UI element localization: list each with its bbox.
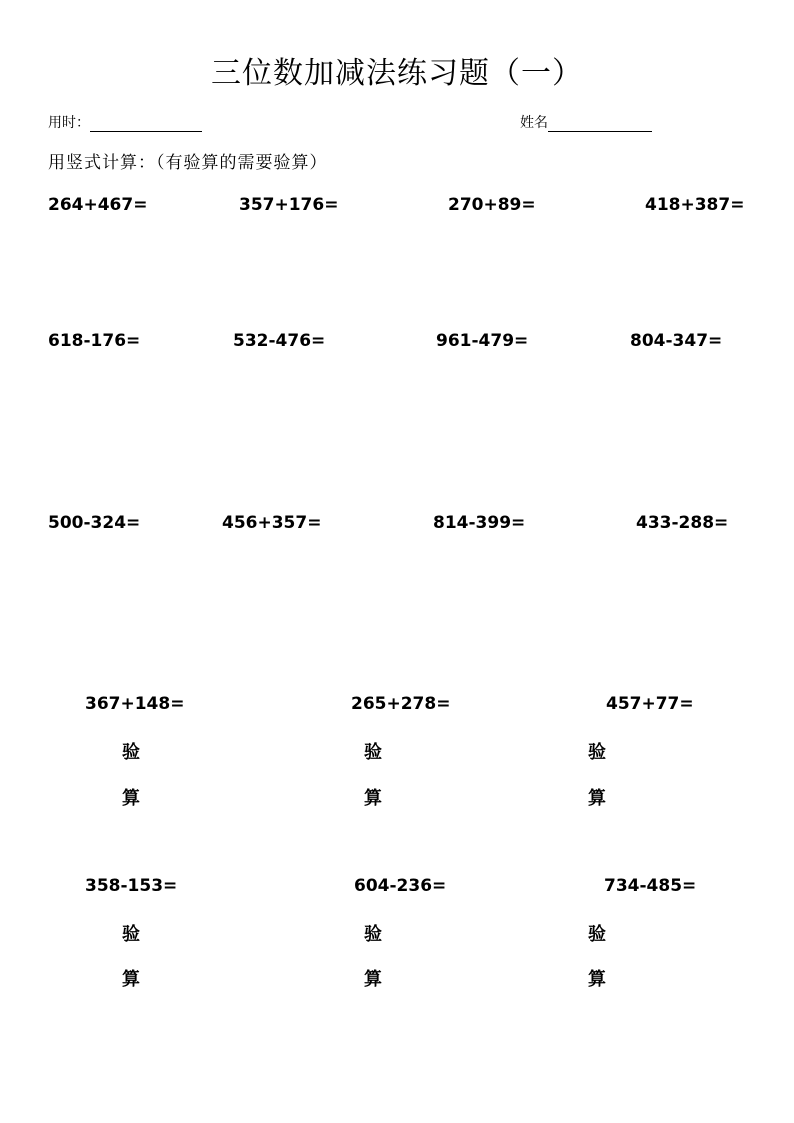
check-problem: 265+278= [351, 694, 451, 714]
check-label-yan: 验 [122, 742, 140, 763]
problem: 456+357= [222, 513, 322, 533]
time-blank[interactable] [90, 117, 202, 132]
page-title: 三位数加减法练习题（一） [211, 56, 583, 91]
problem: 264+467= [48, 195, 148, 215]
check-label-suan: 算 [364, 788, 382, 809]
check-problem: 367+148= [85, 694, 185, 714]
problem: 532-476= [233, 331, 326, 351]
check-label-suan: 算 [588, 969, 606, 990]
check-label-suan: 算 [122, 969, 140, 990]
problem: 418+387= [645, 195, 745, 215]
time-field [48, 112, 202, 132]
problem: 433-288= [636, 513, 729, 533]
check-label-yan: 验 [588, 742, 606, 763]
time-label: 用时： [48, 115, 90, 131]
problem: 357+176= [239, 195, 339, 215]
instruction: 用竖式计算：（有验算的需要验算） [48, 153, 328, 173]
check-problem: 358-153= [85, 876, 178, 896]
check-problem: 604-236= [354, 876, 447, 896]
check-label-yan: 验 [588, 924, 606, 945]
problem: 961-479= [436, 331, 529, 351]
check-problem: 734-485= [604, 876, 697, 896]
problem: 618-176= [48, 331, 141, 351]
check-label-suan: 算 [122, 788, 140, 809]
check-label-yan: 验 [364, 742, 382, 763]
check-label-suan: 算 [364, 969, 382, 990]
check-label-yan: 验 [122, 924, 140, 945]
problem: 804-347= [630, 331, 723, 351]
name-field [520, 112, 652, 132]
check-label-suan: 算 [588, 788, 606, 809]
name-label: 姓名 [520, 115, 548, 131]
problem: 270+89= [448, 195, 536, 215]
problem: 814-399= [433, 513, 526, 533]
check-label-yan: 验 [364, 924, 382, 945]
name-blank[interactable] [548, 117, 652, 132]
problem: 500-324= [48, 513, 141, 533]
check-problem: 457+77= [606, 694, 694, 714]
